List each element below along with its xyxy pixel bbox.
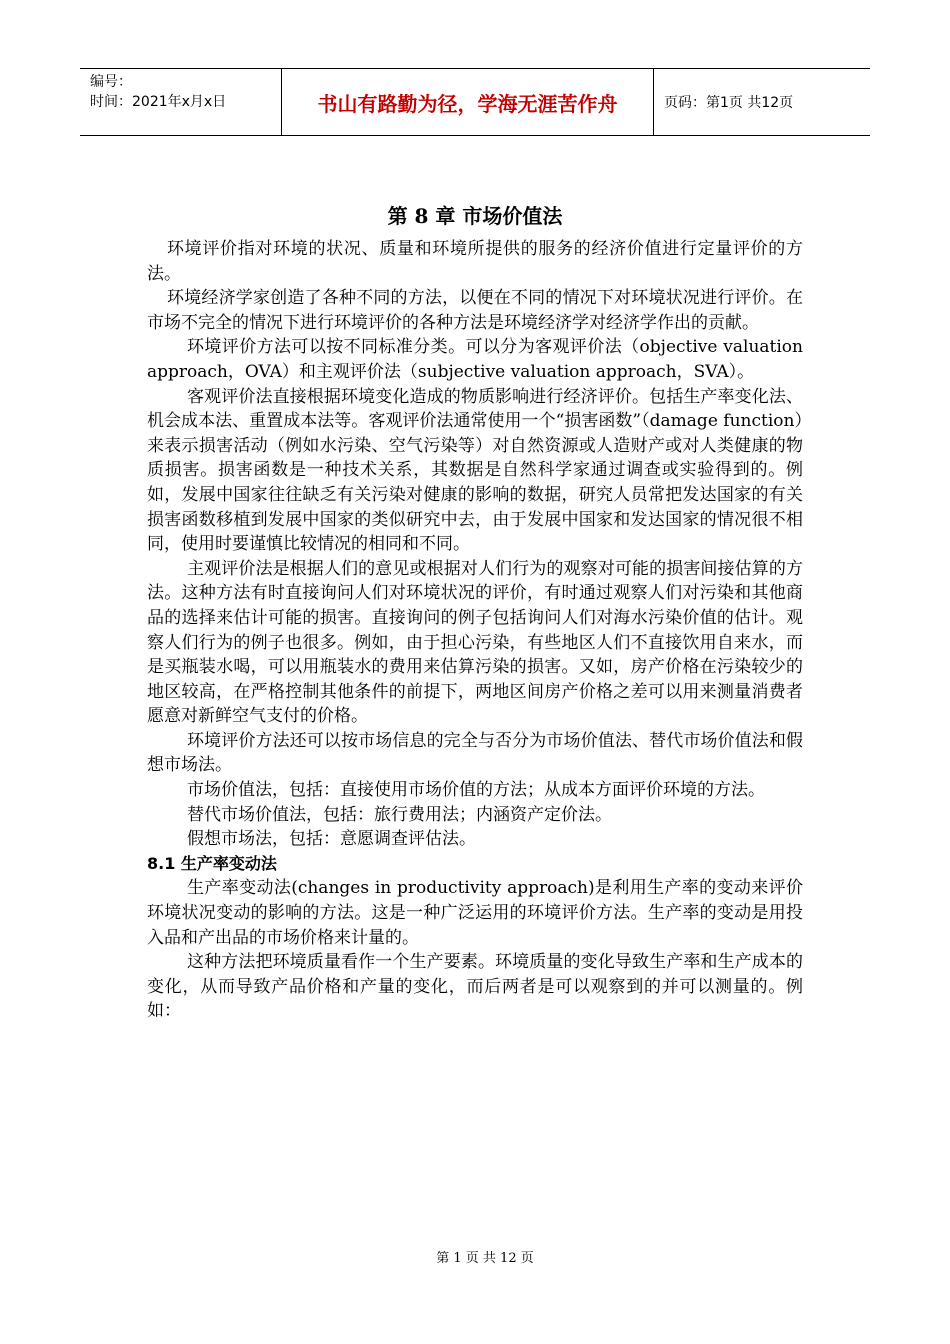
paragraph: 主观评价法是根据人们的意见或根据对人们行为的观察对可能的损害间接估算的方法。这种方法有时直接询问人们对环境状况的评价，有时通过观察人们对污染和其他商品的选择来估计可能的损害。直接询问的例子包括询问人们对海水污染价值的估计。观察人们行为的例子也很多。例如，由于担心污染，有些地区人们不直接饮用自来水，而是买瓶装水喝，可以用瓶装水的费用来估算污染的损害。又如，房产价格在污染较少的地区较高，在严格控制其他条件的前提下，两地区间房产价格之差可以用来测量消费者愿意对新鲜空气支付的价格。 xyxy=(147,558,803,727)
paragraph: 客观评价法直接根据环境变化造成的物质影响进行经济评价。包括生产率变化法、机会成本法、重置成本法等。客观评价法通常使用一个“损害函数”（damage function）来表示损害活动（例如水污染、空气污染等）对自然资源或人造财产或对人类健康的物质损害。损害函数是一种技术关系，其数据是自然科学家通过调查或实验得到的。例如，发展中国家往往缺乏有关污染对健康的影响的数据，研究人员常把发达国家的有关损害函数移植到发展中国家的类似研究中去，由于发展中国家和发达国家的情况很不相同，使用时要谨慎比较情况的相同和不同。 xyxy=(147,386,803,555)
paragraph: 市场价值法，包括：直接使用市场价值的方法；从成本方面评价环境的方法。 xyxy=(187,780,765,801)
header-page-info: 页码：第1页 共12页 xyxy=(664,95,794,111)
chapter-title: 第 8 章 市场价值法 xyxy=(387,204,563,228)
paragraph: 生产率变动法(changes in productivity approach)是利用生产率的变动来评价环境状况变动的影响的方法。这是一种广泛运用的环境评价方法。生产率的变动是用投入品和产出品的市场价格来计量的。 xyxy=(147,878,803,948)
page-footer: 第 1 页 共 12 页 xyxy=(436,1251,534,1266)
paragraph: 环境经济学家创造了各种不同的方法，以便在不同的情况下对环境状况进行评价。在市场不完全的情况下进行环境评价的各种方法是环境经济学对经济学作出的贡献。 xyxy=(147,288,803,333)
paragraph: 假想市场法，包括：意愿调查评估法。 xyxy=(187,829,476,850)
paragraph: 环境评价指对环境的状况、质量和环境所提供的服务的经济价值进行定量评价的方法。 xyxy=(147,239,803,284)
paragraph: 这种方法把环境质量看作一个生产要素。环境质量的变化导致生产率和生产成本的变化，从而导致产品价格和产量的变化，而后两者是可以观察到的并可以测量的。例如： xyxy=(147,952,803,1022)
document-body xyxy=(147,237,803,1024)
header-meta-cell xyxy=(80,69,282,135)
paragraph: 环境评价方法可以按不同标准分类。可以分为客观评价法（objective valuation approach，OVA）和主观评价法（subjective valuation approach，SVA）。 xyxy=(147,337,803,382)
date-label: 时间：2021年x月x日 xyxy=(90,94,227,110)
paragraph: 替代市场价值法，包括：旅行费用法；内涵资产定价法。 xyxy=(187,804,612,825)
header-motto: 书山有路勤为径，学海无涯苦作舟 xyxy=(282,69,654,135)
section-heading: 8.1 生产率变动法 xyxy=(147,853,277,873)
number-label: 编号： xyxy=(90,74,132,90)
page-header xyxy=(80,68,870,136)
paragraph: 环境评价方法还可以按市场信息的完全与否分为市场价值法、替代市场价值法和假想市场法。 xyxy=(147,730,803,776)
